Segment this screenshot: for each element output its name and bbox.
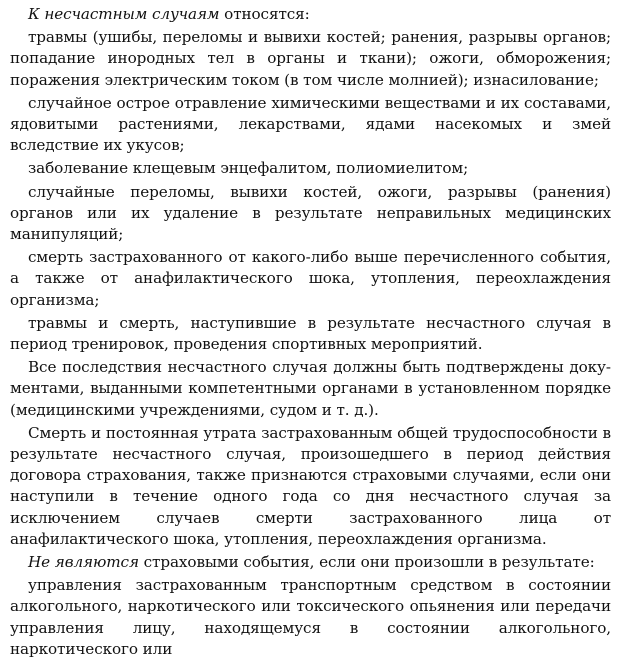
list-item-encephalitis: заболевание клещевым энцефалитом, полиомиелитом;	[28, 159, 469, 178]
list-item-injuries: травмы (ушибы, переломы и вывихи костей; ранения, разрывы органов; попадание инородных тел в органы и ткани); ожоги, обморожения; поражения электрическим током (в том числе молнией); изнасилование;	[10, 28, 611, 89]
intro-rest: относятся:	[219, 5, 310, 23]
death-paragraph: Смерть и постоянная утрата застрахованным общей трудоспособности в результате несчастного случая, произошедшего в период действия договора страхования, также признаются страховыми случаями, если они наступили в течение одного года со дня несчастного случая за исключением случаев смерти застрахованного лица от анафилактического шока, утопления, переохлаждения организма.	[10, 423, 611, 548]
exclusions-intro-paragraph	[10, 552, 611, 573]
exclusion-item-driving: управления застрахованным транспортным средством в состоянии алкогольного, наркотического или токсического опьянения или передачи управления лицу, находящемуся в состоянии алкогольного, наркотического или	[10, 576, 611, 658]
exclusions-italic-lead: Не являются	[28, 553, 139, 572]
confirmation-paragraph: Все последствия несчастного случая должны быть подтверждены документами, выданными компетентными органами в установленном порядке (медицинскими учреждениями, судом и т. д.).	[10, 358, 611, 419]
list-item-death: смерть застрахованного от какого-либо выше перечисленного события, а также от анафилактического шока, утопления, переохлаждения организма;	[10, 248, 611, 309]
list-item-poisoning: случайное острое отравление химическими веществами и их составами, ядовитыми растениями, лекарствами, ядами насекомых и змей вследствие их укусов;	[10, 93, 611, 155]
list-item-medical-errors: случайные переломы, вывихи костей, ожоги, разрывы (ранения) органов или их удаление в результате неправильных медицинских манипуляций;	[10, 182, 611, 244]
intro-italic-lead: К несчастным случаям	[28, 5, 220, 23]
intro-paragraph	[10, 4, 611, 25]
list-item-sports: травмы и смерть, наступившие в результате несчастного случая в период тренировок, проведения спортивных мероприятий.	[10, 313, 611, 354]
exclusions-rest: страховыми события, если они произошли в результате:	[138, 553, 595, 572]
